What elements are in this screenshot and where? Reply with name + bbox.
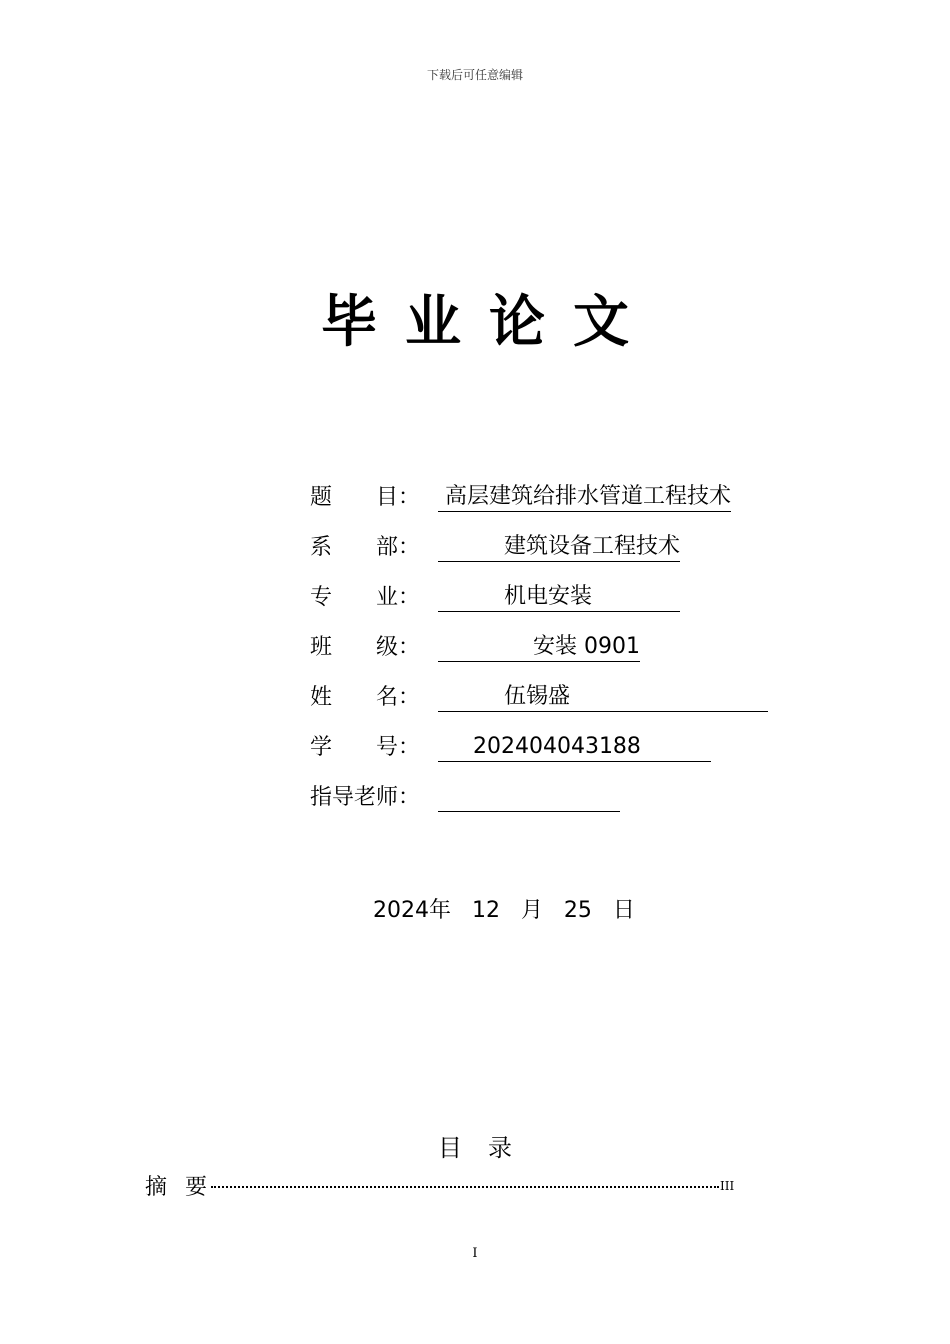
- toc-title: 目录: [438, 1134, 538, 1162]
- dept-label: 系 部：: [310, 535, 421, 560]
- page-number: I: [472, 1246, 478, 1261]
- id-label: 学 号：: [310, 735, 421, 760]
- toc-entry-label: 摘要: [145, 1175, 226, 1200]
- major-value: 机电安装: [438, 583, 680, 612]
- topic-label: 题 目：: [310, 485, 421, 510]
- class-label: 班 级：: [310, 635, 421, 660]
- info-row-major: [310, 583, 681, 613]
- info-row-id: [310, 733, 711, 763]
- toc-entry[interactable]: [145, 1170, 735, 1200]
- info-row-topic: [310, 483, 731, 513]
- class-value: 安装 0901: [438, 633, 640, 662]
- info-row-dept: [310, 533, 681, 563]
- topic-value: 高层建筑给排水管道工程技术: [438, 483, 731, 512]
- toc-entry-page: III: [720, 1179, 735, 1193]
- advisor-value: [438, 783, 620, 812]
- toc-leader-dots: [211, 1186, 719, 1188]
- header-note: 下载后可任意编辑: [426, 68, 523, 82]
- id-value: 202404043188: [438, 733, 711, 762]
- info-row-class: [310, 633, 640, 663]
- advisor-label: 指导老师：: [310, 785, 421, 810]
- major-label: 专 业：: [310, 585, 421, 610]
- submission-date: 2024年 12 月 25 日: [373, 898, 635, 923]
- name-value: 伍锡盛: [438, 683, 768, 712]
- name-label: 姓 名：: [310, 685, 421, 710]
- info-row-name: [310, 683, 769, 713]
- page-title: 毕业论文: [321, 290, 657, 355]
- info-row-advisor: [310, 783, 421, 813]
- dept-value: 建筑设备工程技术: [438, 533, 680, 562]
